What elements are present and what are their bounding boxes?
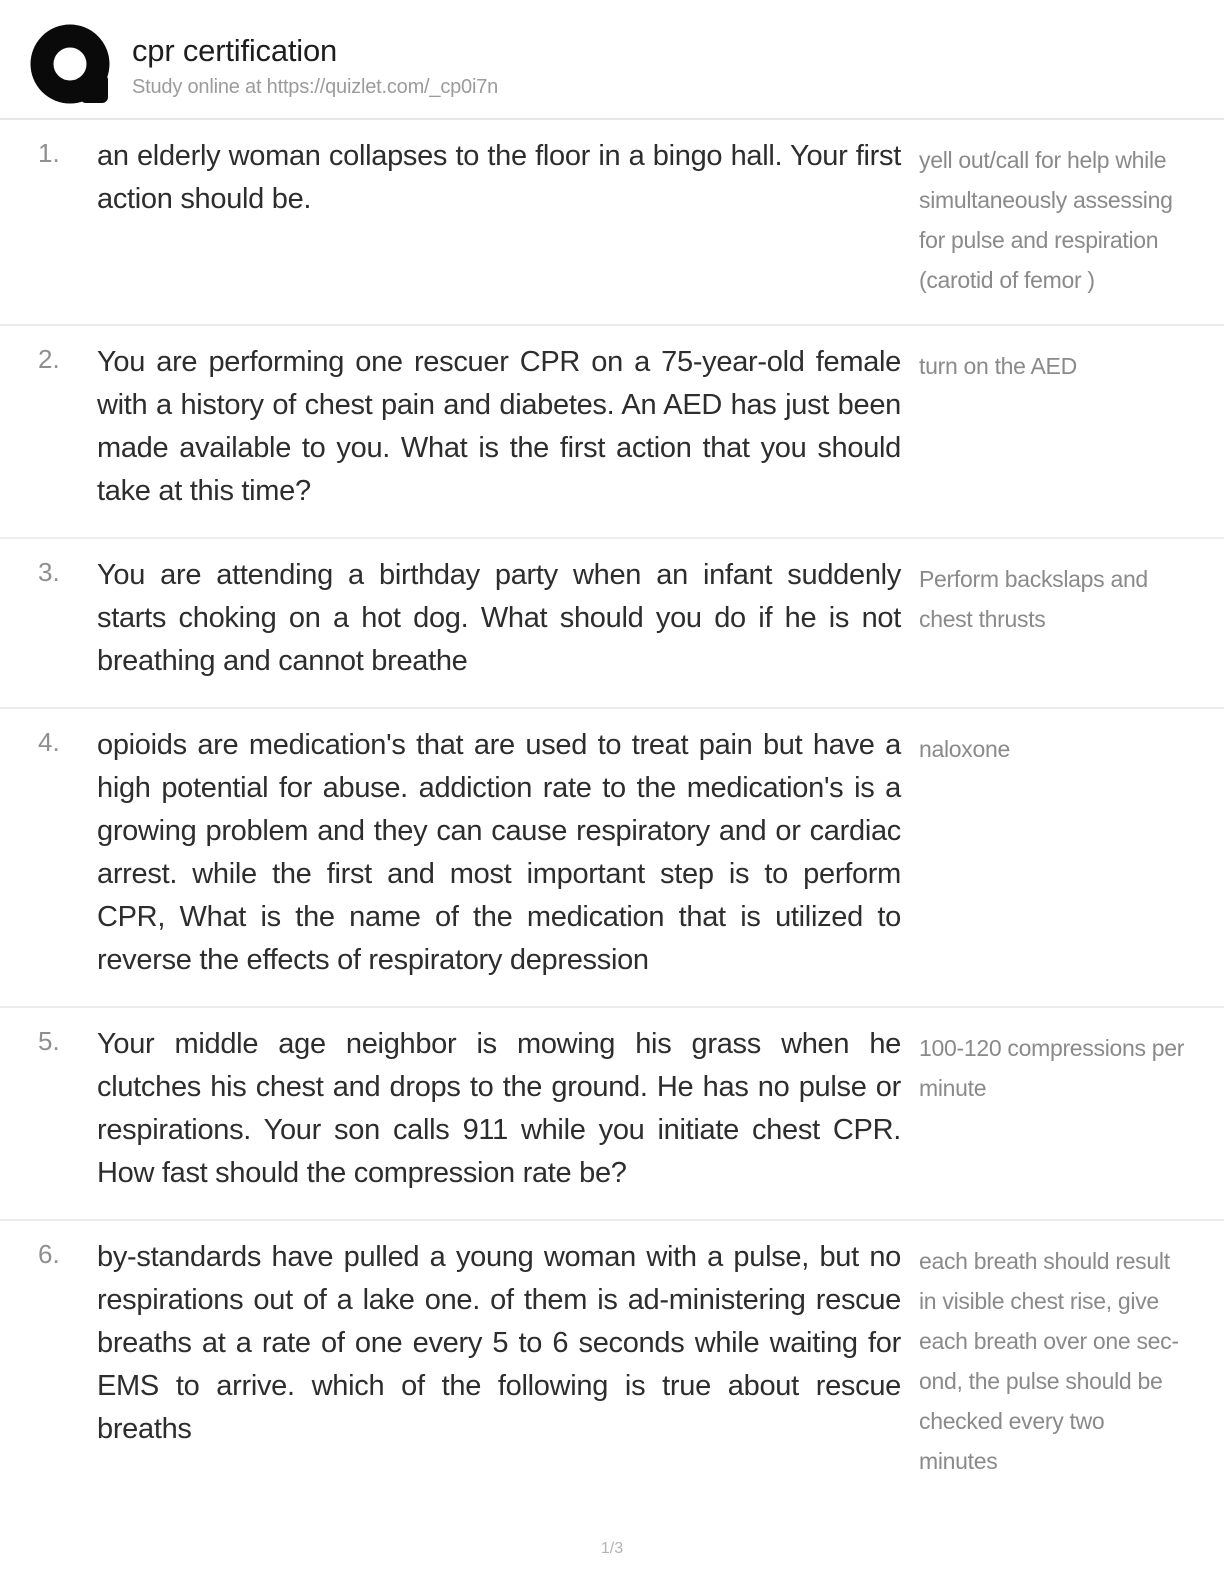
answer-text: each breath should result in visible chest rise, give each breath over one sec-ond, the pulse should be checked every two minutes [919, 1248, 1179, 1474]
page-title: cpr certification [132, 33, 338, 68]
qa-row-5 [0, 1008, 1224, 1221]
study-online-url: Study online at https://quizlet.com/_cp0i7n [132, 76, 499, 99]
question-number: 5. [38, 1026, 60, 1056]
question-text: an elderly woman collapses to the floor in a bingo hall. Your first action should be. [97, 140, 901, 215]
header-text-block [132, 22, 498, 99]
question-number: 2. [38, 344, 60, 374]
question-number: 3. [38, 557, 60, 587]
quizlet-q-logo-icon [30, 22, 114, 110]
question-text: by-standards have pulled a young woman with a pulse, but no respirations out of a lake one. of them is ad-ministering rescue breaths at a rate of one every 5 to 6 seconds while waiting for EMS to arrive. which of the following is true about rescue breaths [97, 1241, 901, 1445]
answer-text: naloxone [919, 736, 1010, 762]
question-text: You are performing one rescuer CPR on a 75-year-old female with a history of chest pain and diabetes. An AED has just been made available to you. What is the first action that you should take at this time? [97, 346, 901, 507]
answer-text: yell out/call for help while simultaneously assessing for pulse and respiration (carotid of femor ) [919, 147, 1173, 293]
question-text: Your middle age neighbor is mowing his grass when he clutches his chest and drops to the ground. He has no pulse or respirations. Your son calls 911 while you initiate chest CPR. How fast should the compression rate be? [97, 1028, 901, 1189]
qa-list [0, 120, 1224, 1505]
question-number: 4. [38, 727, 60, 757]
qa-row-4 [0, 709, 1224, 1008]
answer-text: 100-120 compressions per minute [919, 1035, 1185, 1101]
page-number: 1/3 [600, 1540, 624, 1557]
question-text: opioids are medication's that are used to treat pain but have a high potential for abuse. addiction rate to the medication's is a growing problem and they can cause respiratory and or cardiac arrest. while the first and most important step is to perform CPR, What is the name of the medication that is utilized to reverse the effects of respiratory depression [97, 729, 901, 976]
page-header [0, 0, 1224, 120]
question-number: 6. [38, 1239, 60, 1269]
question-text: You are attending a birthday party when an infant suddenly starts choking on a hot dog. What should you do if he is not breathing and cannot breathe [97, 559, 901, 677]
qa-row-3 [0, 539, 1224, 709]
answer-text: turn on the AED [919, 353, 1077, 379]
qa-row-1 [0, 120, 1224, 326]
answer-text: Perform backslaps and chest thrusts [919, 566, 1148, 632]
qa-row-6 [0, 1221, 1224, 1505]
question-number: 1. [38, 138, 60, 168]
qa-row-2 [0, 326, 1224, 539]
